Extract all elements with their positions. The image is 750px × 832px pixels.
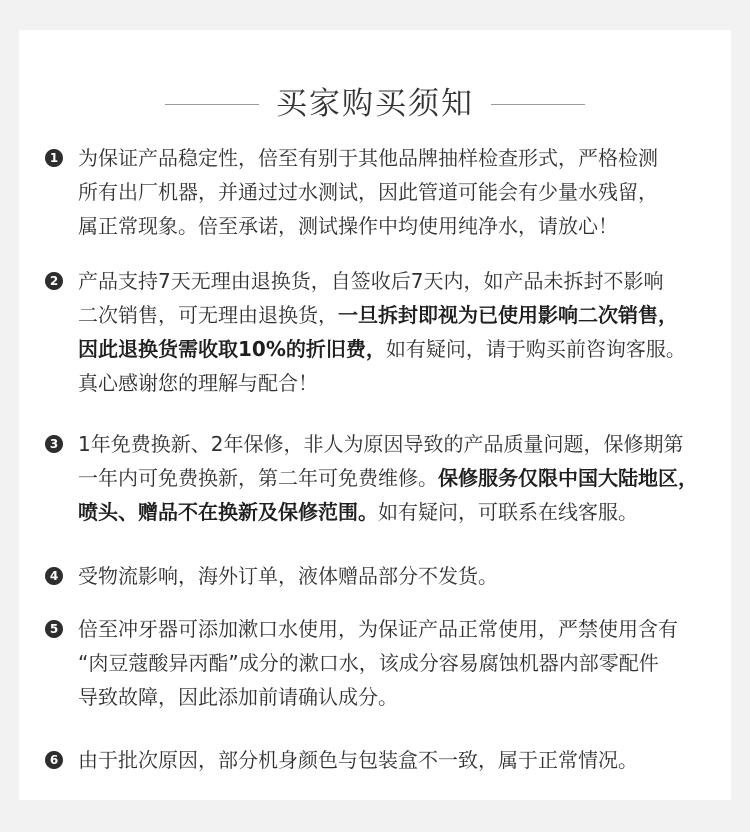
text-segment: 如有疑问，请于购买前咨询客服。 [385, 337, 686, 361]
text-segment: 为保证产品稳定性，倍至有别于其他品牌抽样检查形式，严格检测 [78, 146, 658, 170]
bold-text-segment: 一旦拆封即视为已使用影响二次销售， [338, 303, 678, 327]
bold-text-segment: 保修服务仅限中国大陆地区， [438, 466, 698, 490]
item-text [78, 141, 718, 243]
text-segment: 如有疑问，可联系在线客服。 [378, 500, 638, 524]
text-segment: 倍至冲牙器可添加漱口水使用，为保证产品正常使用，严禁使用含有 [78, 617, 678, 641]
text-line [78, 743, 718, 777]
text-segment: 受物流影响，海外订单，液体赠品部分不发货。 [78, 564, 498, 588]
text-line [78, 209, 718, 243]
item-number-badge: 1 [45, 149, 63, 167]
item-number-badge: 2 [45, 272, 63, 290]
item-number-badge: 6 [45, 751, 63, 769]
text-line [78, 141, 718, 175]
text-segment: 导致故障，因此添加前请确认成分。 [78, 685, 398, 709]
text-line [78, 175, 718, 209]
title-divider-left [165, 104, 259, 105]
item-text [78, 559, 718, 593]
text-line [78, 332, 718, 366]
item-number-badge: 5 [45, 620, 63, 638]
item-number-badge: 3 [45, 435, 63, 453]
text-line [78, 366, 718, 400]
item-number-badge: 4 [45, 567, 63, 585]
title-divider-right [491, 104, 585, 105]
text-segment: 1年免费换新、2年保修，非人为原因导致的产品质量问题，保修期第 [78, 432, 684, 456]
text-segment: 产品支持7天无理由退换货，自签收后7天内，如产品未拆封不影响 [78, 269, 664, 293]
text-line [78, 298, 718, 332]
text-line [78, 427, 718, 461]
item-text [78, 612, 718, 714]
text-line [78, 680, 718, 714]
notice-card [19, 30, 731, 800]
text-segment: 一年内可免费换新，第二年可免费维修。 [78, 466, 438, 490]
text-line [78, 495, 718, 529]
bold-text-segment: 喷头、赠品不在换新及保修范围。 [78, 500, 378, 524]
text-line [78, 461, 718, 495]
text-segment: “肉豆蔻酸异丙酯”成分的漱口水，该成分容易腐蚀机器内部零配件 [78, 651, 659, 675]
item-text [78, 743, 718, 777]
item-text [78, 427, 718, 529]
text-segment: 真心感谢您的理解与配合！ [78, 371, 318, 395]
item-text [78, 264, 718, 400]
bold-text-segment: 因此退换货需收取10%的折旧费， [78, 337, 386, 361]
text-line [78, 646, 718, 680]
text-segment: 二次销售，可无理由退换货， [78, 303, 338, 327]
text-line [78, 559, 718, 593]
page-title: 买家购买须知 [276, 86, 474, 122]
title-row [19, 84, 731, 124]
text-segment: 由于批次原因，部分机身颜色与包装盒不一致，属于正常情况。 [78, 748, 638, 772]
text-line [78, 612, 718, 646]
text-segment: 属正常现象。倍至承诺，测试操作中均使用纯净水，请放心！ [78, 214, 618, 238]
text-line [78, 264, 718, 298]
text-segment: 所有出厂机器，并通过过水测试，因此管道可能会有少量水残留， [78, 180, 658, 204]
